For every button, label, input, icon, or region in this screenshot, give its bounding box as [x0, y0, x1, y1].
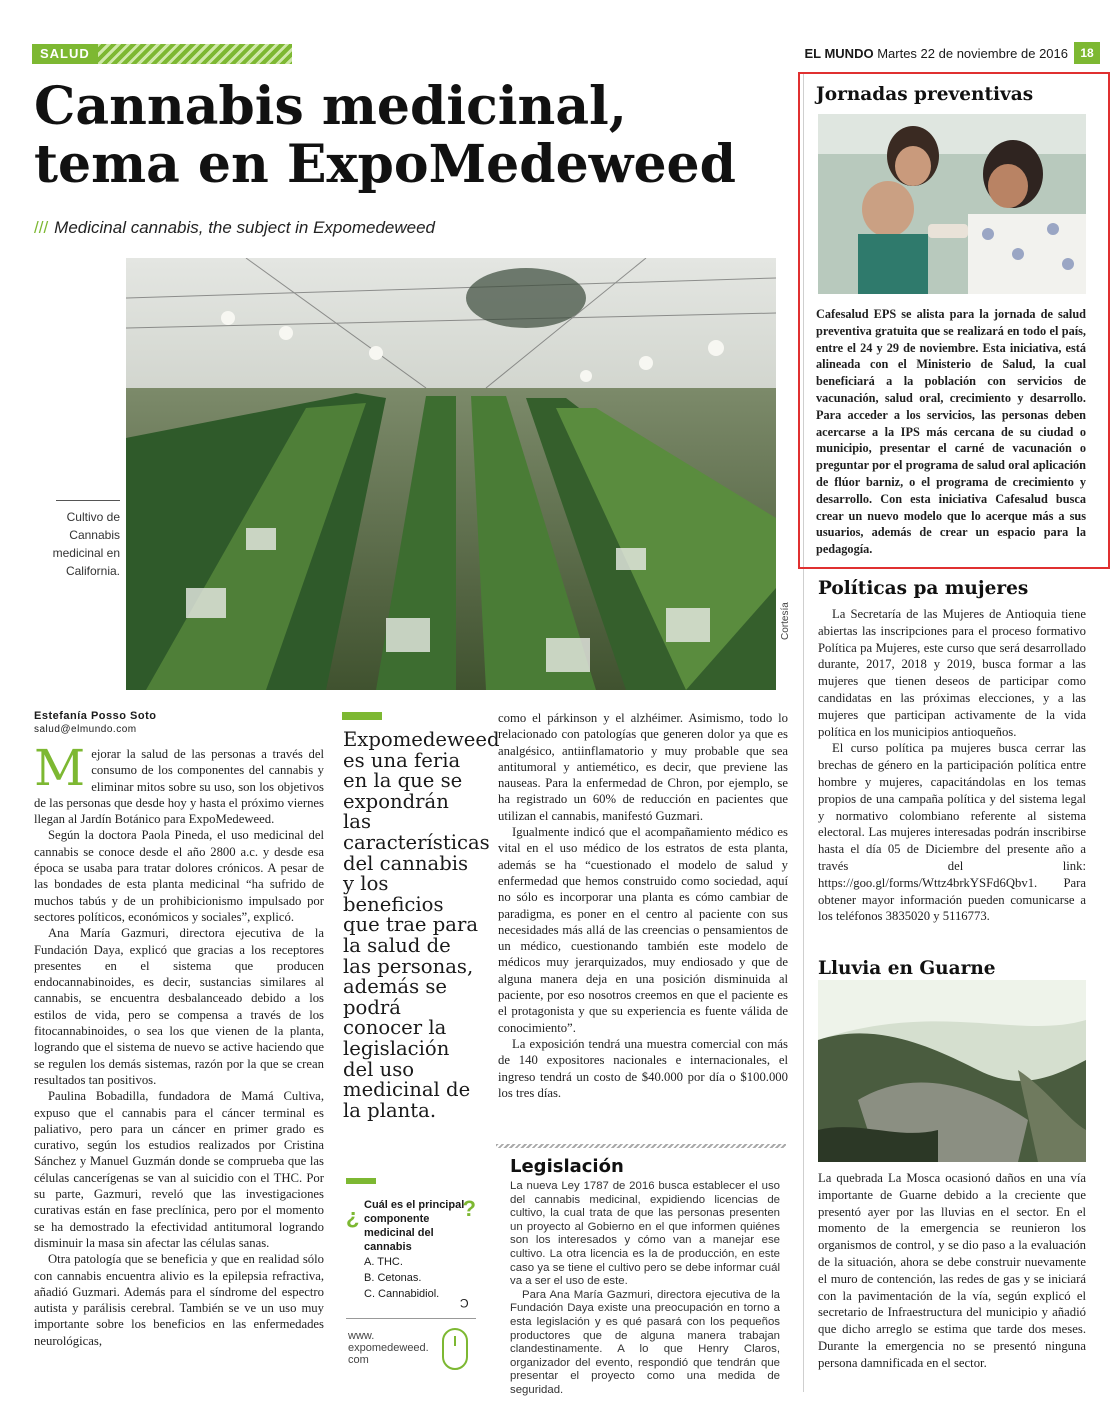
article-paragraph: Ana María Gazmuri, directora ejecutiva de la Fundación Daya, explicó que gracias a los receptores presentes en el sistema que producen endocannabinoides, es decir, sustancias similares al cannabis, se encuentra desbalanceado debido a los estilos de vida, pero se compensa a través de los fitocannabinoides, o sea los que vienen de la planta, logrando que el sistema de nuevo se active haciendo que se regulen los demás sistemas, razón por la que se crean resultados tan positivos. — [34, 926, 324, 1087]
website-line: www. — [348, 1330, 375, 1342]
subhead-text: Medicinal cannabis, the subject in Expomedeweed — [54, 218, 436, 237]
pullquote: Expomedeweed es una feria en la que se expondrán las características del cannabis y los beneficios que trae para la salud de las personas, además se podrá conocer la legislación del uso medicinal de la planta. — [343, 728, 500, 1122]
issue-date: Martes 22 de noviembre de 2016 — [877, 46, 1068, 61]
lluvia-text: La quebrada La Mosca ocasionó daños en una vía importante de Guarne debido a la creciente que presentó ayer por las lluvias en el sector. En el momento de la emergencia se reunieron los organismos de control, y se dio paso a la evaluación de la situación, ahora se debe construir nuevamente el muro de contención, las redes de gas y se iniciará con la pavimentación de la vía, según explicó el secretario de Infraestructura del municipio y añadió que dicho arreglo se estima que tarde dos meses. Durante la emergencia no se presentó ninguna persona damnificada en el sector. — [818, 1171, 1086, 1370]
article-paragraph: La exposición tendrá una muestra comercial con más de 140 expositores nacionales e internacionales, el ingreso tendrá un costo de $40.000 por día o $100.000 los tres días. — [498, 1036, 788, 1100]
article-paragraph: como el párkinson y el alzhéimer. Asimismo, todo lo relacionado con patologías que generen dolor ya que es analgésico, antiinflamatorio y muy probable que sea antitumoral y antiemético, es decir, que previene las nauseas. Para la enfermedad de Chron, por ejemplo, se ha registrado un 60% de reducción en pacientes que utilizan el cannabis, manifestó Guzmari. — [498, 711, 788, 823]
quiz-option: C. Cannabidiol. — [364, 1288, 440, 1300]
section-tag — [32, 44, 292, 64]
subhead-marks: /// — [34, 218, 49, 237]
pullquote-bar — [342, 712, 382, 720]
politicas-paragraph: El curso política pa mujeres busca cerrar las brechas de género en la participación política entre hombre y mujeres, capacitándolas en los temas propios de una campaña política y del sistema legal y normativo colombiano referente al sistema electoral. Las mujeres interesadas podrán inscribirse hasta el día 05 de Diciembre del presente año a través del link: https://goo.gl/forms/Wttz4brkYSFd6Qbv1. Para obtener mayor información pueden comunicarse a los teléfonos 3835020 y 5116773. — [818, 741, 1086, 924]
river-illustration — [818, 980, 1086, 1162]
author-email: salud@elmundo.com — [34, 724, 137, 735]
headline-line-1: Cannabis medicinal, — [34, 76, 627, 137]
quiz-question: ¿ Cuál es el principal componente medicinal del cannabis ? — [346, 1198, 478, 1254]
article-paragraph: Igualmente indicó que el acompañamiento médico es vital en el uso médico de los estratos de esta planta, además se ha “cuestionado el modelo de salud y enfermedad que hemos construido como sociedad, aquí no sólo es incorporar una planta es cómo cambiar de paradigma, es poner en el centro al paciente con sus necesidades más allá de las creencias o pensamientos de un médico, cuestionando también este modelo de médicos muy jerarquizados, muy endiosado y que de alguna manera deja en una posición disminuida al paciente, por eso nosotros creemos en que el paciente es el protagonista y que su experiencia es fuente válida de conocimiento”. — [498, 825, 788, 1035]
politicas-title: Políticas pa mujeres — [818, 578, 1029, 599]
author-name: Estefanía Posso Soto — [34, 710, 157, 722]
jornadas-text: Cafesalud EPS se alista para la jornada de salud preventiva gratuita que se realizará en todo el país, entre el 24 y 29 de noviembre. Esta iniciativa, está alineada con el Ministerio de Salud, la cual beneficiará a la población con servicios de vacunación, salud oral, crecimiento y desarrollo. Para acceder a los servicios, las personas deben acercarse a la IPS más cercana de su ciudad o municipio, presentar el carné de vacunación o preguntar por el programa de salud oral aplicación de flúor barniz, o el programa de crecimiento y desarrollo. Con esta iniciativa Cafesalud busca crear un nuevo modelo que lo acerque más a sus usuarios, además de crear un espacio para la pedagogía. — [816, 307, 1086, 557]
caption-rule — [56, 500, 120, 501]
drop-cap: M — [34, 739, 86, 797]
article-paragraph: Paulina Bobadilla, fundadora de Mamá Cultiva, expuso que el cannabis para el cáncer terminal es paliativo, pero para un cáncer en primer grado es curativo, según los estudios realizados por Cristina Sánchez y Manuel Guzmán donde se comprueba que las células cancerígenas se van al suicidio con el THC. Por su parte, Gazmuri, reveló que las investigaciones curativas están en fase preclínica, pero por el momento se ha demostrado la efectividad antitumoral logrando disminuir la masa sin afectar las células sanas. — [34, 1089, 324, 1250]
legislacion-paragraph: Para Ana María Gazmuri, directora ejecutiva de la Fundación Daya existe una preocupación en torno a esta legislación y es qué pasará con los pequeños productores que de alguna manera trabajan clandestinamente. A lo que Henry Claros, organizador del evento, respondió que tendrán que presentar el proyecto como una medida de seguridad. — [510, 1288, 780, 1396]
headline-line-2: tema en ExpoMedeweed — [34, 134, 736, 195]
river-photo — [818, 980, 1086, 1162]
politicas-paragraph: La Secretaría de las Mujeres de Antioquia tiene abiertas las inscripciones para el proceso formativo Política pa Mujeres, este curso que será desarrollado durante, 2017, 2018 y 2019, busca formar a las mujeres que tienen deseos de participar como candidatas en las próximas elecciones, y a las mujeres que participan activamente de la vida política en los municipios antioqueños. — [818, 607, 1086, 739]
section-label: SALUD — [32, 44, 98, 64]
vaccination-photo — [818, 114, 1086, 294]
legislacion-paragraph: La nueva Ley 1787 de 2016 busca establecer el uso del cannabis medicinal, expidiendo licencias de cultivo, la cual trata de que las personas presenten un proyecto al Gobierno en el que informen quiénes son los interesados y cómo van a manejar ese cultivo. La otra licencia es la de producción, en este caso ya se tiene el cultivo pero se debe informar cuál va a ser el uso de este. — [510, 1180, 780, 1288]
article-paragraph: Otra patología que se beneficia y que en realidad sólo con cannabis encuentra alivio es la epilepsia refractiva, añadió Guzmari. Además para el síndrome del espectro autista y parálisis cerebral. También se ve un uso muy importante sobre los beneficios en las enfermedades neurológicas, — [34, 1252, 324, 1348]
page-number: 18 — [1074, 42, 1100, 64]
quiz-box — [346, 1178, 478, 1318]
greenhouse-photo — [126, 258, 776, 690]
legislacion-title: Legislación — [510, 1156, 624, 1177]
article-paragraph: Según la doctora Paola Pineda, el uso medicinal del cannabis se conoce desde el año 2800 a.c. y desde esa época se usaba para tratar dolores crónicos. A pesar de las bondades de esta planta medicinal “ha sufrido de muchos tabús y de un prohibicionismo impulsado por sectores políticos, económicos y sociales”, explicó. — [34, 828, 324, 924]
article-headline — [34, 78, 774, 194]
quiz-rule — [346, 1318, 476, 1319]
vaccination-illustration — [818, 114, 1086, 294]
greenhouse-illustration — [126, 258, 776, 690]
jornadas-title: Jornadas preventivas — [816, 84, 1034, 105]
legislacion-rule — [496, 1144, 786, 1148]
politicas-text — [818, 606, 1086, 925]
quiz-option: B. Cetonas. — [364, 1272, 422, 1284]
mouse-icon — [442, 1328, 468, 1370]
photo-caption: Cultivo de Cannabis medicinal en California. — [52, 510, 120, 578]
masthead — [804, 46, 1068, 61]
quiz-option: A. THC. — [364, 1256, 403, 1268]
byline — [34, 710, 156, 735]
article-paragraph: Mejorar la salud de las personas a través del consumo de los componentes del cannabis y eliminar mitos sobre su uso, son los objetivos de las personas que desde hoy y hasta el próximo viernes llegan al Jardín Botánico para ExpoMedeweed. — [34, 739, 324, 827]
legislacion-text — [510, 1180, 780, 1398]
newspaper-brand: EL MUNDO — [804, 46, 874, 61]
website-line: com — [348, 1354, 369, 1366]
photo-credit: Cortesía — [780, 602, 791, 640]
article-column-1 — [34, 739, 324, 1349]
article-column-3 — [498, 710, 788, 1101]
lluvia-title: Lluvia en Guarne — [818, 958, 996, 979]
website-line: expomedeweed. — [348, 1342, 429, 1354]
article-subhead — [34, 218, 754, 238]
quiz-bar — [346, 1178, 376, 1184]
quiz-answer: C — [460, 1296, 469, 1310]
